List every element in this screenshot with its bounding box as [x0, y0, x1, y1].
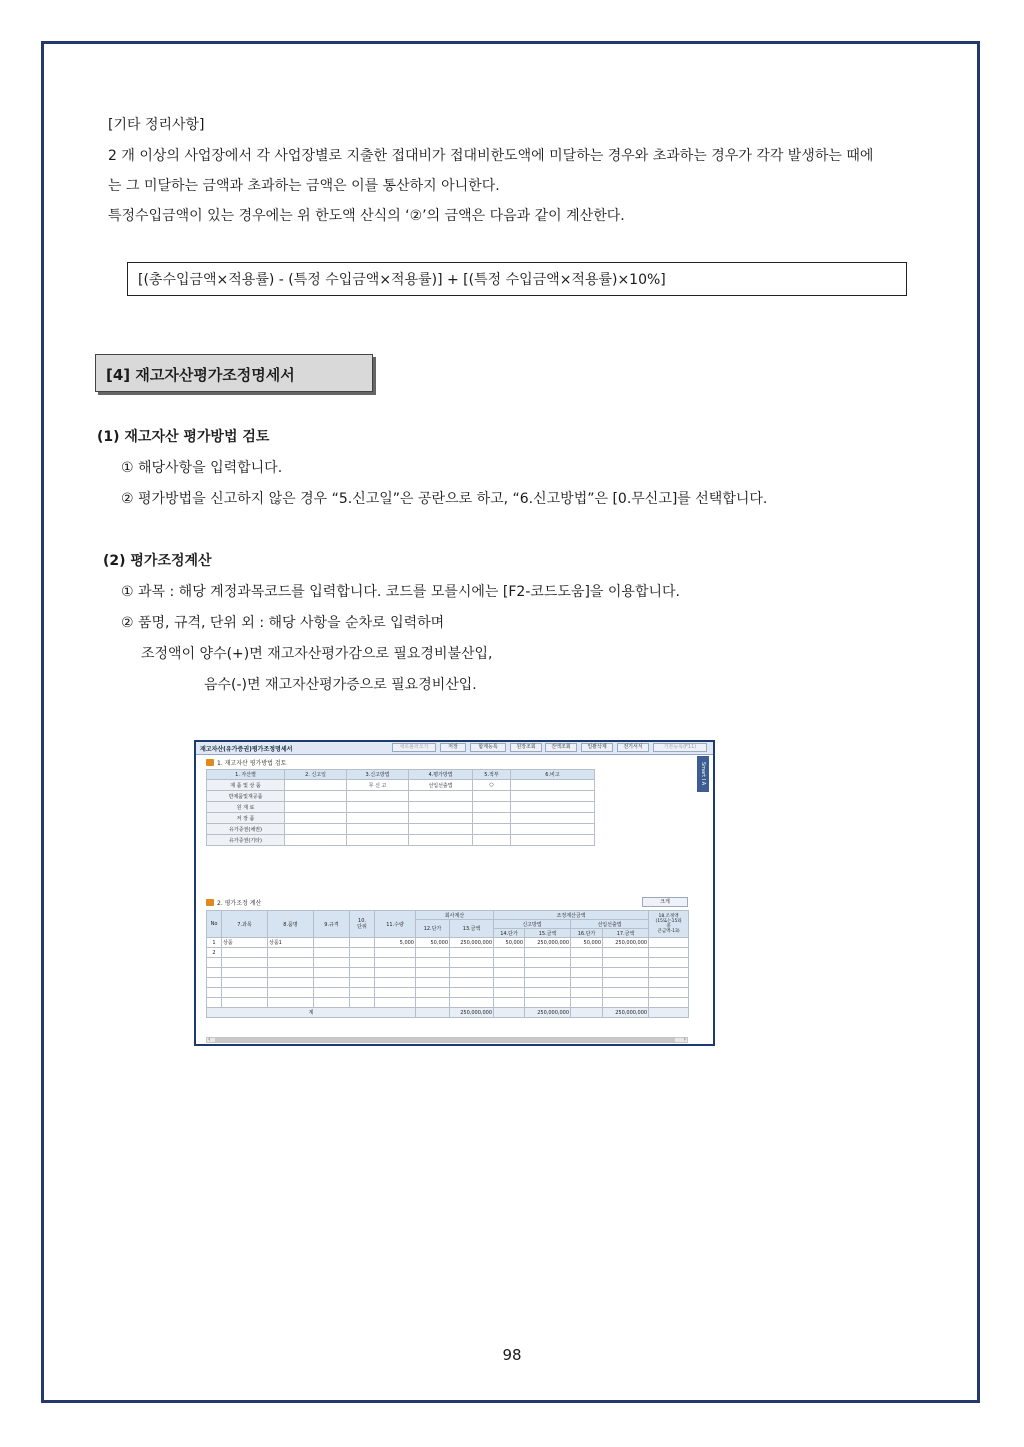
asset-cell: 유가증권(기타): [207, 835, 285, 846]
asset-cell: 저 장 품: [207, 813, 285, 824]
total-report-amount: 250,000,000: [525, 1008, 571, 1018]
amount-cell[interactable]: [450, 948, 494, 958]
col-name: 8.품명: [268, 911, 314, 938]
col-16-unit-price: 16.단가: [571, 929, 603, 938]
scroll-thumb[interactable]: [215, 1038, 675, 1042]
bulk-delete-button[interactable]: 일괄삭제: [581, 743, 613, 752]
valuation-method-cell[interactable]: [409, 802, 473, 813]
report-date-cell[interactable]: [285, 802, 347, 813]
report-method-cell[interactable]: [347, 813, 409, 824]
valuation-method-cell[interactable]: [409, 791, 473, 802]
fifo-unit-price-cell[interactable]: 50,000: [571, 938, 603, 948]
qty-cell[interactable]: 5,000: [375, 938, 416, 948]
name-cell[interactable]: [268, 948, 314, 958]
total-company-amount: 250,000,000: [450, 1008, 494, 1018]
table-row[interactable]: [207, 958, 689, 968]
asset-cell: 유가증권(채권): [207, 824, 285, 835]
spec-cell[interactable]: [314, 948, 350, 958]
col-company-calc: 회사계산: [416, 911, 494, 920]
window-titlebar: [196, 742, 713, 755]
asset-cell: 원 재 료: [207, 802, 285, 813]
table-row[interactable]: [207, 835, 595, 846]
unit-price-cell[interactable]: 50,000: [416, 938, 450, 948]
adjustment-cell[interactable]: [649, 948, 689, 958]
section-1-label-text: 1. 재고자산 평가방법 검토: [217, 760, 287, 767]
report-amount-cell[interactable]: 250,000,000: [525, 938, 571, 948]
row-number-cell: 2: [207, 948, 222, 958]
scroll-right-icon[interactable]: ›: [683, 1036, 686, 1043]
appropriateness-cell[interactable]: ○: [473, 780, 511, 791]
col-valuation-method: 4.평가방법: [409, 770, 473, 780]
notes-line-1: 2 개 이상의 사업장에서 각 사업장별로 지출한 접대비가 접대비한도액에 미달하는 경우와 초과하는 경우가 각각 발생하는 때에: [108, 148, 874, 164]
col-15-amount: 15.금액: [525, 929, 571, 938]
sum-register-button[interactable]: 합계등록: [470, 743, 506, 752]
section-2-icon: [206, 899, 214, 906]
remarks-cell[interactable]: [511, 824, 595, 835]
fifo-amount-cell[interactable]: [603, 948, 649, 958]
window-title: 재고자산(유가증권)평가조정명세서: [200, 746, 293, 753]
section-2-label-text: 2. 평가조정 계산: [217, 900, 262, 907]
table-row[interactable]: [207, 824, 595, 835]
col-report-method: 3.신고방법: [347, 770, 409, 780]
section-1-icon: [206, 759, 214, 766]
col-no: No: [207, 911, 222, 938]
remarks-cell[interactable]: [511, 780, 595, 791]
col-unit: 10. 단위: [350, 911, 375, 938]
unit-cell[interactable]: [350, 948, 375, 958]
report-amount-cell[interactable]: [525, 948, 571, 958]
report-method-cell[interactable]: [347, 802, 409, 813]
table-row[interactable]: [207, 780, 595, 791]
report-method-cell[interactable]: [347, 835, 409, 846]
valuation-method-table: [206, 769, 595, 846]
col-17-amount: 17.금액: [603, 929, 649, 938]
col-adjustment: 18.조정액 (15또는15와 중 큰금액-13): [649, 911, 689, 938]
remarks-cell[interactable]: [511, 813, 595, 824]
section-1-label: [206, 758, 286, 767]
fifo-amount-cell[interactable]: 250,000,000: [603, 938, 649, 948]
subsection-1-item-2: ② 평가방법을 신고하지 않은 경우 “5.신고일”은 공란으로 하고, “6.신고방법”은 [0.무신고]를 선택합니다.: [121, 491, 768, 507]
enlarge-button[interactable]: 크게: [642, 897, 688, 907]
col-fifo-group: 선입선출법: [571, 920, 649, 929]
valuation-method-cell[interactable]: [409, 835, 473, 846]
table-row[interactable]: [207, 948, 689, 958]
table-row[interactable]: [207, 988, 689, 998]
col-remarks: 6.비고: [511, 770, 595, 780]
total-fifo-amount: 250,000,000: [603, 1008, 649, 1018]
col-unit-price: 12.단가: [416, 920, 450, 938]
col-report-date: 2. 신고일: [285, 770, 347, 780]
page-number: 98: [502, 1346, 522, 1364]
col-asset: 1. 자산별: [207, 770, 285, 780]
report-method-cell[interactable]: [347, 791, 409, 802]
row-number-cell: 1: [207, 938, 222, 948]
report-date-cell[interactable]: [285, 780, 347, 791]
col-spec: 9.규격: [314, 911, 350, 938]
valuation-adjustment-table: [206, 910, 689, 1018]
col-qty: 11.수량: [375, 911, 416, 938]
col-appropriateness: 5.적부: [473, 770, 511, 780]
col-report-method-group: 신고방법: [494, 920, 571, 929]
total-row: [207, 1008, 689, 1018]
unit-cell[interactable]: [350, 938, 375, 948]
smart-a-side-tab[interactable]: Smart I A: [697, 756, 709, 792]
section-2-label: [206, 898, 261, 907]
subsection-1-title: (1) 재고자산 평가방법 검토: [97, 429, 270, 445]
valuation-method-cell[interactable]: [409, 824, 473, 835]
notes-title: [기타 정리사항]: [108, 117, 205, 133]
subsection-1-item-1: ① 해당사항을 입력합니다.: [121, 460, 283, 476]
table-row[interactable]: [207, 968, 689, 978]
table-row[interactable]: [207, 998, 689, 1008]
col-adjusted-amount: 조정계산금액: [494, 911, 649, 920]
section-heading: [4] 재고자산평가조정명세서: [95, 354, 373, 392]
unit-price-cell[interactable]: [416, 948, 450, 958]
subsection-2-line-3: 조정액이 양수(+)면 재고자산평가감으로 필요경비불산입,: [141, 646, 493, 662]
col-amount: 13.금액: [450, 920, 494, 938]
qty-cell[interactable]: [375, 948, 416, 958]
report-date-cell[interactable]: [285, 813, 347, 824]
table-row[interactable]: [207, 802, 595, 813]
report-method-cell[interactable]: [347, 824, 409, 835]
asset-cell: 제 품 및 상 품: [207, 780, 285, 791]
report-method-cell[interactable]: 무 신 고: [347, 780, 409, 791]
balance-view-button[interactable]: 잔액조회: [545, 743, 577, 752]
notes-line-2: 는 그 미달하는 금액과 초과하는 금액은 이를 통산하지 아니한다.: [108, 178, 500, 194]
remarks-cell[interactable]: [511, 835, 595, 846]
amount-cell[interactable]: 250,000,000: [450, 938, 494, 948]
valuation-method-cell[interactable]: [409, 813, 473, 824]
table-row[interactable]: [207, 813, 595, 824]
subsection-2-item-2: ② 품명, 규격, 단위 외 : 해당 사항을 순차로 입력하며: [121, 615, 445, 631]
remarks-cell[interactable]: [511, 791, 595, 802]
report-date-cell[interactable]: [285, 824, 347, 835]
adjustment-cell[interactable]: [649, 938, 689, 948]
appropriateness-cell[interactable]: [473, 824, 511, 835]
report-unit-price-cell[interactable]: [494, 948, 525, 958]
total-label: 계: [207, 1008, 416, 1018]
scroll-left-icon[interactable]: ‹: [208, 1036, 211, 1043]
horizontal-scrollbar[interactable]: [206, 1037, 688, 1043]
col-item: 7.과목: [222, 911, 268, 938]
report-date-cell[interactable]: [285, 791, 347, 802]
prior-form-button[interactable]: 전기서식: [617, 743, 649, 752]
col-14-unit-price: 14.단가: [494, 929, 525, 938]
appropriateness-cell[interactable]: [473, 791, 511, 802]
subsection-2-line-4: 음수(-)면 재고자산평가증으로 필요경비산입.: [204, 677, 477, 693]
table-row[interactable]: [207, 938, 689, 948]
table-row[interactable]: [207, 791, 595, 802]
reload-button[interactable]: 새로불러오기: [392, 743, 436, 752]
fifo-unit-price-cell[interactable]: [571, 948, 603, 958]
software-screenshot: [194, 740, 715, 1046]
appropriateness-cell[interactable]: [473, 802, 511, 813]
name-cell[interactable]: 상품1: [268, 938, 314, 948]
item-cell[interactable]: 상품: [222, 938, 268, 948]
formula-box: [(총수입금액×적용률) - (특정 수입금액×적용률)] + [(특정 수입금액×적용률)×10%]: [127, 262, 907, 296]
valuation-method-cell[interactable]: 선입선출법: [409, 780, 473, 791]
subsection-2-item-1: ① 과목 : 해당 계정과목코드를 입력합니다. 코드를 모를시에는 [F2-코드도움]을 이용합니다.: [121, 584, 680, 600]
save-button[interactable]: 저장: [440, 743, 466, 752]
appropriateness-cell[interactable]: [473, 813, 511, 824]
remarks-cell[interactable]: [511, 802, 595, 813]
report-date-cell[interactable]: [285, 835, 347, 846]
notes-line-3: 특정수입금액이 있는 경우에는 위 한도액 산식의 ‘②’의 금액은 다음과 같이 계산한다.: [108, 208, 625, 224]
spec-cell[interactable]: [314, 938, 350, 948]
basic-register-button[interactable]: 기본등록(F11): [653, 743, 707, 752]
ledger-view-button[interactable]: 원장조회: [510, 743, 542, 752]
appropriateness-cell[interactable]: [473, 835, 511, 846]
asset-cell: 반제품및재공품: [207, 791, 285, 802]
subsection-2-title: (2) 평가조정계산: [103, 553, 212, 569]
report-unit-price-cell[interactable]: 50,000: [494, 938, 525, 948]
page-border: [41, 41, 980, 1403]
table-row[interactable]: [207, 978, 689, 988]
item-cell[interactable]: [222, 948, 268, 958]
